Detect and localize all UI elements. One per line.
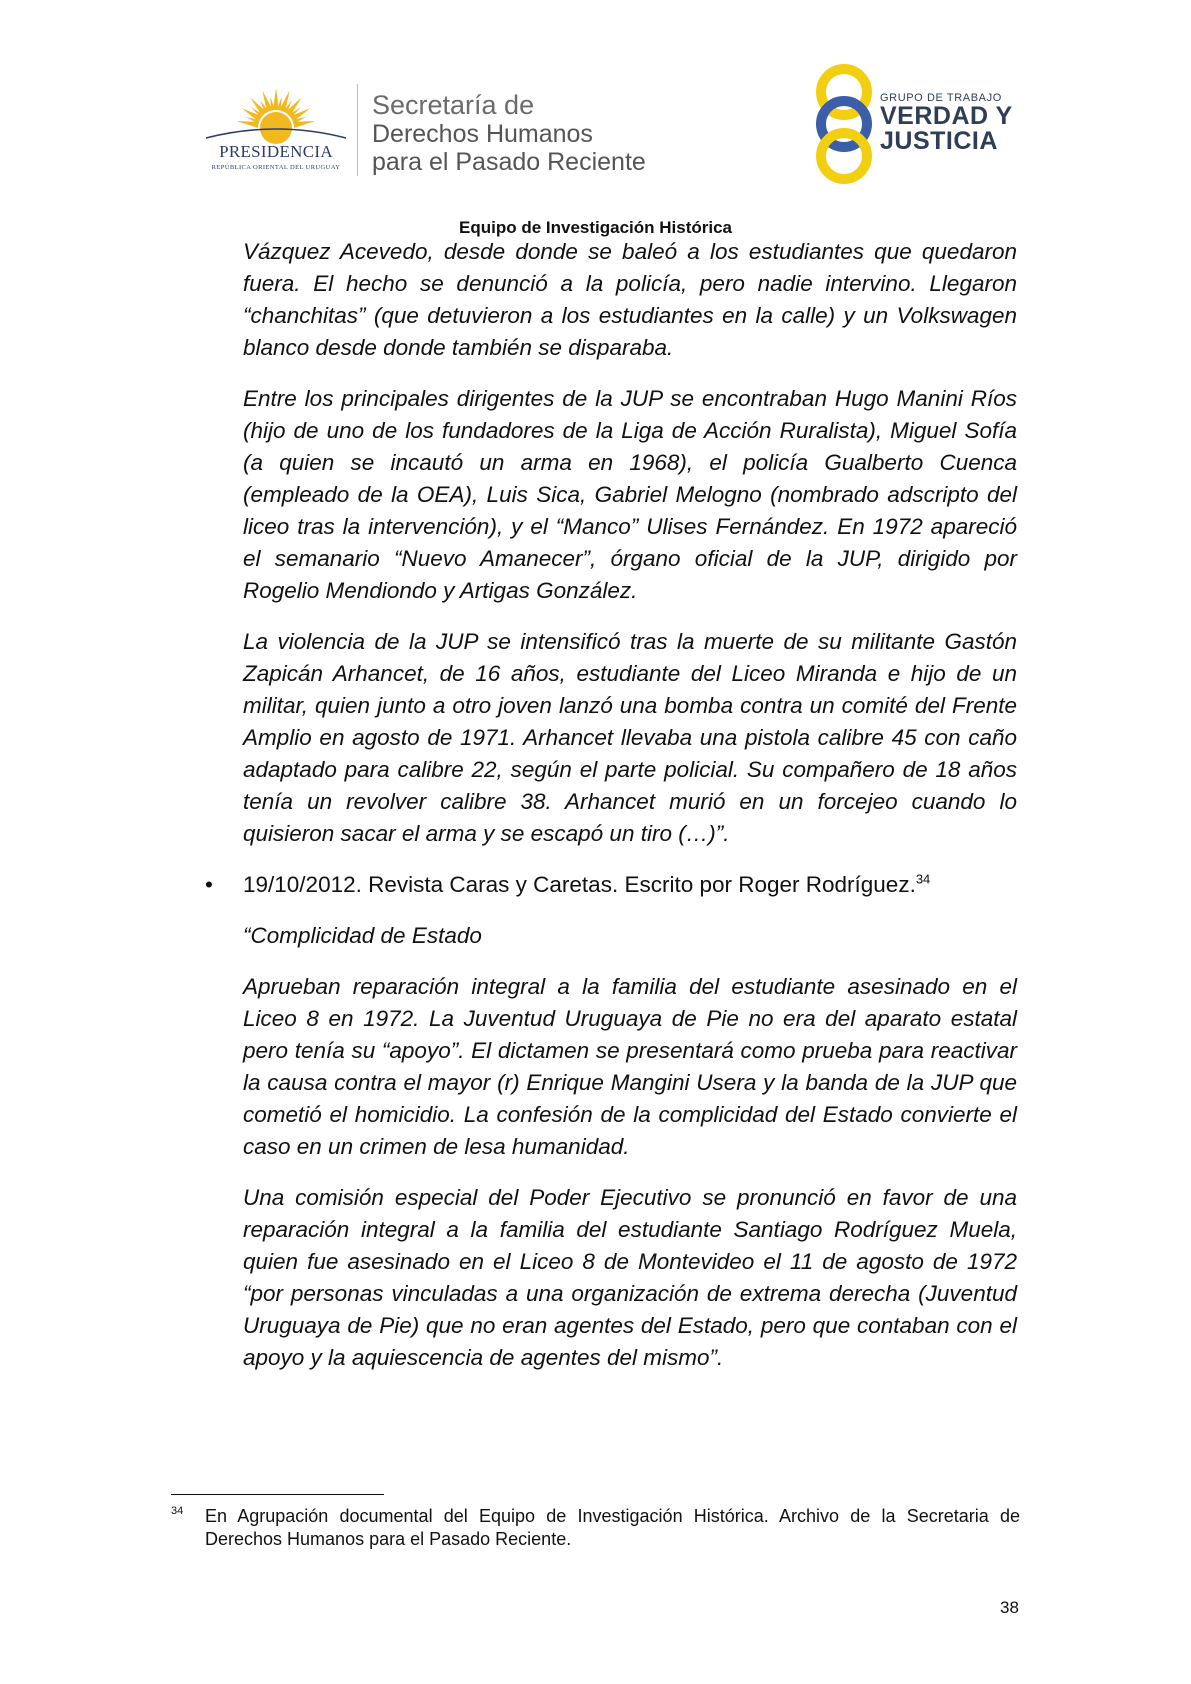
gtvj-subtitle: GRUPO DE TRABAJO	[880, 92, 1002, 104]
presidencia-title: PRESIDENCIA	[219, 142, 333, 161]
secretaria-logo-text	[372, 90, 646, 176]
secretaria-line-2: Derechos Humanos	[372, 120, 593, 148]
interlocked-rings-icon	[810, 62, 880, 186]
secretaria-line-1: Secretaría de	[372, 90, 535, 120]
document-body	[205, 236, 1017, 1393]
footnote-number: 34	[171, 1505, 184, 1517]
presidencia-logo	[196, 80, 356, 180]
team-title: Equipo de Investigación Histórica	[459, 218, 732, 237]
page-number: 38	[1000, 1598, 1019, 1617]
bullet-text: 19/10/2012. Revista Caras y Caretas. Escrito por Roger Rodríguez.	[243, 872, 916, 897]
footnote-reference[interactable]: 34	[915, 871, 931, 887]
gtvj-line-2: JUSTICIA	[880, 127, 998, 155]
paragraph-3: La violencia de la JUP se intensificó tras la muerte de su militante Gastón Zapicán Arhancet, de 16 años, estudiante del Liceo Miranda e hijo de un militar, quien junto a otro joven lanzó una bomba contra un comité del Frente Amplio en agosto de 1971. Arhancet llevaba una pistola calibre 45 con caño adaptado para calibre 22, según el parte policial. Su compañero de 18 años tenía un revolver calibre 38. Arhancet murió en un forcejeo cuando lo quisieron sacar el arma y se escapó un tiro (…)”.	[243, 629, 1017, 846]
paragraph-title: “Complicidad de Estado	[243, 923, 482, 948]
header-divider	[357, 84, 358, 176]
paragraph-1: Vázquez Acevedo, desde donde se baleó a los estudiantes que quedaron fuera. El hecho se denunció a la policía, pero nadie intervino. Llegaron “chanchitas” (que detuvieron a los estudiantes en la calle) y un Volkswagen blanco desde donde también se disparaba.	[243, 239, 1017, 360]
paragraph-2: Entre los principales dirigentes de la JUP se encontraban Hugo Manini Ríos (hijo de uno de los fundadores de la Liga de Acción Ruralista), Miguel Sofía (a quien se incautó un arma en 1968), el policía Gualberto Cuenca (empleado de la OEA), Luis Sica, Gabriel Melogno (nombrado adscripto del liceo tras la intervención), y el “Manco” Ulises Fernández. En 1972 apareció el semanario “Nuevo Amanecer”, órgano oficial de la JUP, dirigido por Rogelio Mendiondo y Artigas González.	[243, 386, 1017, 603]
verdad-justicia-text	[880, 92, 1013, 154]
bullet-item	[205, 869, 1017, 901]
presidencia-subtitle: REPÚBLICA ORIENTAL DEL URUGUAY	[211, 164, 341, 171]
footnote-text: En Agrupación documental del Equipo de Investigación Histórica. Archivo de la Secretaria de Derechos Humanos para el Pasado Reciente.	[205, 1506, 1020, 1549]
secretaria-line-3: para el Pasado Reciente	[372, 148, 646, 176]
sun-icon	[196, 80, 356, 144]
footnote-separator	[171, 1494, 384, 1495]
gtvj-line-1: VERDAD Y	[880, 102, 1013, 130]
verdad-justicia-logo	[810, 62, 1040, 186]
paragraph-5: Aprueban reparación integral a la familia del estudiante asesinado en el Liceo 8 en 1972. La Juventud Uruguaya de Pie no era del aparato estatal pero tenía su “apoyo”. El dictamen se presentará como prueba para reactivar la causa contra el mayor (r) Enrique Mangini Usera y la banda de la JUP que cometió el homicidio. La confesión de la complicidad del Estado convierte el caso en un crimen de lesa humanidad.	[243, 974, 1017, 1159]
paragraph-6: Una comisión especial del Poder Ejecutivo se pronunció en favor de una reparación integral a la familia del estudiante Santiago Rodríguez Muela, quien fue asesinado en el Liceo 8 de Montevideo el 11 de agosto de 1972 “por personas vinculadas a una organización de extrema derecha (Juventud Uruguaya de Pie) que no eran agentes del Estado, pero que contaban con el apoyo y la aquiescencia de agentes del mismo”.	[243, 1185, 1017, 1370]
bullet-icon: •	[205, 872, 213, 897]
